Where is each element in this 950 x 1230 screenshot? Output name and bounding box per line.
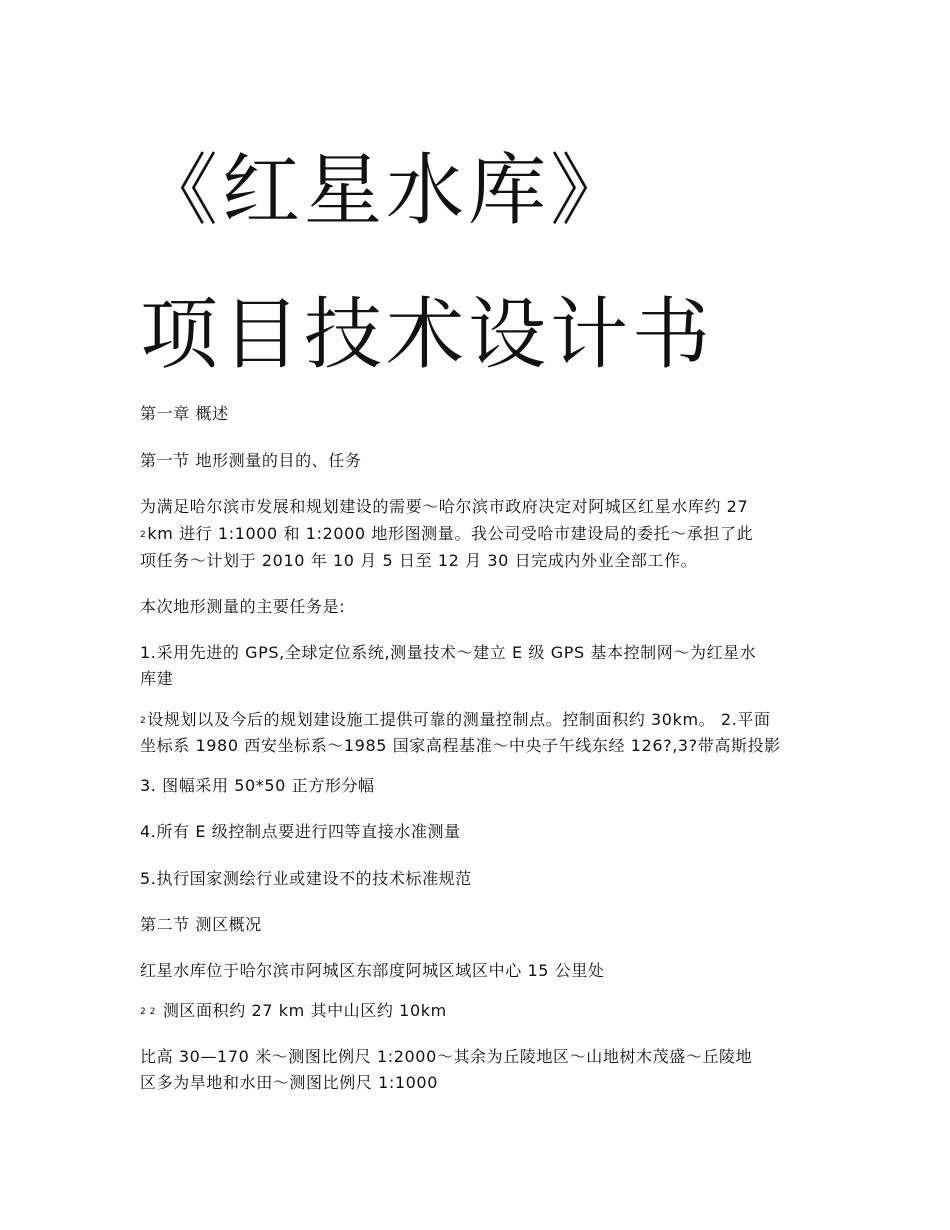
paragraph-text: km 进行 1:1000 和 1:2000 地形图测量。我公司受哈市建设局的委托～承担了此 — [147, 524, 754, 543]
section-heading-2: 第二节 测区概况 — [140, 915, 262, 934]
superscript-marker: 2 — [140, 530, 147, 540]
paragraph-area — [140, 998, 810, 1025]
list-item-3: 3. 图幅采用 50*50 正方形分幅 — [140, 776, 375, 795]
paragraph-location: 红星水库位于哈尔滨市阿城区东部度阿城区域区中心 15 公里处 — [140, 961, 605, 980]
list-item-5: 5.执行国家测绘行业或建设不的技术标准规范 — [140, 869, 472, 888]
list-item-1-line-2: 库建 — [140, 669, 174, 688]
paragraph-terrain-line-2: 区多为旱地和水田～测图比例尺 1:1000 — [140, 1073, 438, 1092]
paragraph-terrain-line-1: 比高 30—170 米～测图比例尺 1:2000～其余为丘陵地区～山地树木茂盛～丘陵地 — [140, 1047, 753, 1066]
superscript-marker: 2 — [140, 716, 147, 726]
superscript-marker: 2 2 — [140, 1007, 157, 1017]
paragraph-purpose-line-2 — [140, 521, 810, 548]
document-title-line-1: 《红星水库》 — [140, 146, 633, 236]
document-title-line-2: 项目技术设计书 — [140, 290, 715, 380]
list-item-2-line-2: 坐标系 1980 西安坐标系～1985 国家高程基准～中央子午线东经 126?,3?带高斯投影 — [140, 736, 781, 755]
paragraph-purpose-line-1: 为满足哈尔滨市发展和规划建设的需要～哈尔滨市政府决定对阿城区红星水库约 27 — [140, 497, 749, 516]
section-heading-1: 第一节 地形测量的目的、任务 — [140, 451, 362, 470]
list-item-1-continued-line-1 — [140, 707, 810, 734]
paragraph-main-tasks: 本次地形测量的主要任务是: — [140, 597, 346, 616]
list-item-4: 4.所有 E 级控制点要进行四等直接水准测量 — [140, 822, 461, 841]
paragraph-purpose-line-3: 项任务～计划于 2010 年 10 月 5 日至 12 月 30 日完成内外业全部工作。 — [140, 551, 698, 570]
paragraph-text: 设规划以及今后的规划建设施工提供可靠的测量控制点。控制面积约 30km。 2.平面 — [147, 710, 771, 729]
paragraph-text: 测区面积约 27 km 其中山区约 10km — [162, 1001, 447, 1020]
list-item-1-line-1: 1.采用先进的 GPS,全球定位系统,测量技术～建立 E 级 GPS 基本控制网～为红星水 — [140, 643, 757, 662]
chapter-heading: 第一章 概述 — [140, 404, 229, 423]
